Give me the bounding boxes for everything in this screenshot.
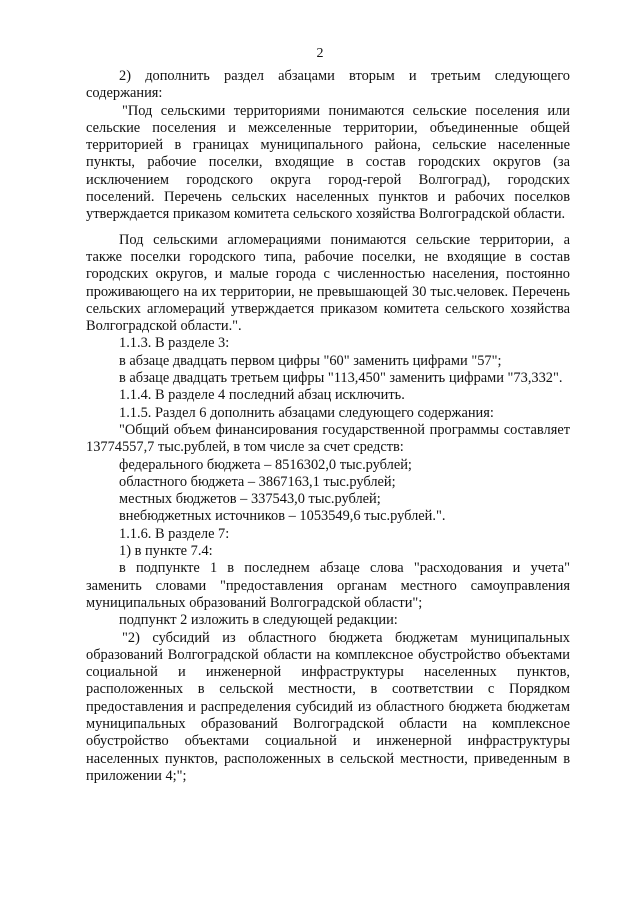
paragraph-subpoint-2-intro: подпункт 2 изложить в следующей редакции: [119, 612, 398, 629]
paragraph-section-6: 1.1.5. Раздел 6 дополнить абзацами следующего содержания: [119, 404, 494, 421]
paragraph-point-7-4: 1) в пункте 7.4: [119, 543, 213, 560]
paragraph-amend-section: 2) дополнить раздел абзацами вторым и третьим следующего содержания: [86, 68, 570, 102]
financing-item-extrabudgetary: внебюджетных источников – 1053549,6 тыс.рублей.". [119, 508, 446, 525]
paragraph-section-3-heading: 1.1.3. В разделе 3: [119, 335, 230, 352]
paragraph-subpoint-1-change: в подпункте 1 в последнем абзаце слова "расходования и учета" заменить словами "предоставления органам местного самоуправления муниципальных образований Волгоградской области"; [86, 560, 570, 611]
paragraph-section-3-change-1: в абзаце двадцать первом цифры "60" заменить цифрами "57"; [119, 352, 502, 369]
paragraph-section-7-heading: 1.1.6. В разделе 7: [119, 525, 230, 542]
document-body [86, 68, 570, 785]
paragraph-rural-agglomerations: Под сельскими агломерациями понимаются сельские территории, а также поселки городского типа, рабочие поселки, не входящие в состав городских округов, и малые города с численностью населения, постоянно проживающего на их территории, не превышающей 30 тыс.человек. Перечень сельских агломераций утверждается приказом комитета сельского хозяйства Волгоградской области.". [86, 231, 570, 335]
paragraph-subpoint-2-text: "2) субсидий из областного бюджета бюджетам муниципальных образований Волгоградской области на комплексное обустройство объектами социальной и инженерной инфраструктуры населенных пунктов, расположенных в сельской местности, в соответствии с Порядком предоставления и распределения субсидий из областного бюджета бюджетам муниципальных образований Волгоградской области на комплексное обустройство объектами социальной и инженерной инфраструктуры населенных пунктов, расположенных в сельской местности, приведенным в приложении 4;"; [86, 629, 570, 784]
financing-item-local: местных бюджетов – 337543,0 тыс.рублей; [119, 491, 381, 508]
paragraph-section-4: 1.1.4. В разделе 4 последний абзац исключить. [119, 387, 405, 404]
paragraph-rural-territories: "Под сельскими территориями понимаются сельские поселения или сельские поселения и межселенные территории, объединенные общей территорией в границах муниципального района, сельские населенные пункты, рабочие поселки, входящие в состав городских округов (за исключением городского округа город-герой Волгоград), городских поселений. Перечень сельских населенных пунктов и рабочих поселков утверждается приказом комитета сельского хозяйства Волгоградской области. [86, 102, 570, 223]
paragraph-section-3-change-2: в абзаце двадцать третьем цифры "113,450" заменить цифрами "73,332". [119, 370, 563, 387]
spacer [86, 224, 570, 232]
paragraph-financing-total: "Общий объем финансирования государственной программы составляет 13774557,7 тыс.рублей, в том числе за счет средств: [86, 421, 570, 456]
financing-item-regional: областного бюджета – 3867163,1 тыс.рублей; [119, 473, 396, 490]
financing-item-federal: федерального бюджета – 8516302,0 тыс.рублей; [119, 456, 412, 473]
page-number: 2 [316, 46, 324, 61]
